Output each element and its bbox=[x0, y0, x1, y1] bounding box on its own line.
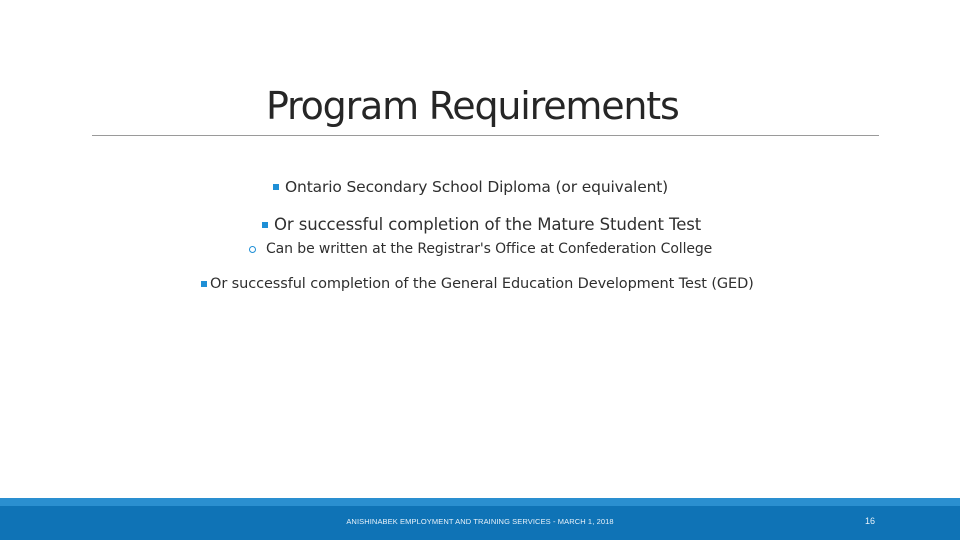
footer-accent-strip bbox=[0, 498, 960, 506]
slide-title: Program Requirements bbox=[266, 84, 679, 128]
square-bullet-icon bbox=[273, 184, 279, 190]
bullet-text: Ontario Secondary School Diploma (or equivalent) bbox=[285, 178, 669, 196]
bullet-item bbox=[262, 215, 701, 234]
square-bullet-icon bbox=[201, 281, 207, 287]
square-bullet-icon bbox=[262, 222, 268, 228]
title-divider bbox=[92, 135, 879, 136]
bullet-text: Or successful completion of the Mature Student Test bbox=[274, 215, 702, 234]
footer-text: ANISHINABEK EMPLOYMENT AND TRAINING SERVICES - MARCH 1, 2018 bbox=[346, 517, 614, 526]
sub-bullet-item bbox=[249, 241, 712, 257]
page-number: 16 bbox=[864, 516, 875, 526]
bullet-text: Or successful completion of the General Education Development Test (GED) bbox=[210, 276, 754, 292]
bullet-item bbox=[273, 178, 668, 196]
bullet-item bbox=[201, 276, 754, 292]
circle-bullet-icon bbox=[249, 246, 256, 253]
bullet-text: Can be written at the Registrar's Office at Confederation College bbox=[266, 241, 713, 257]
footer-bar bbox=[0, 498, 960, 540]
